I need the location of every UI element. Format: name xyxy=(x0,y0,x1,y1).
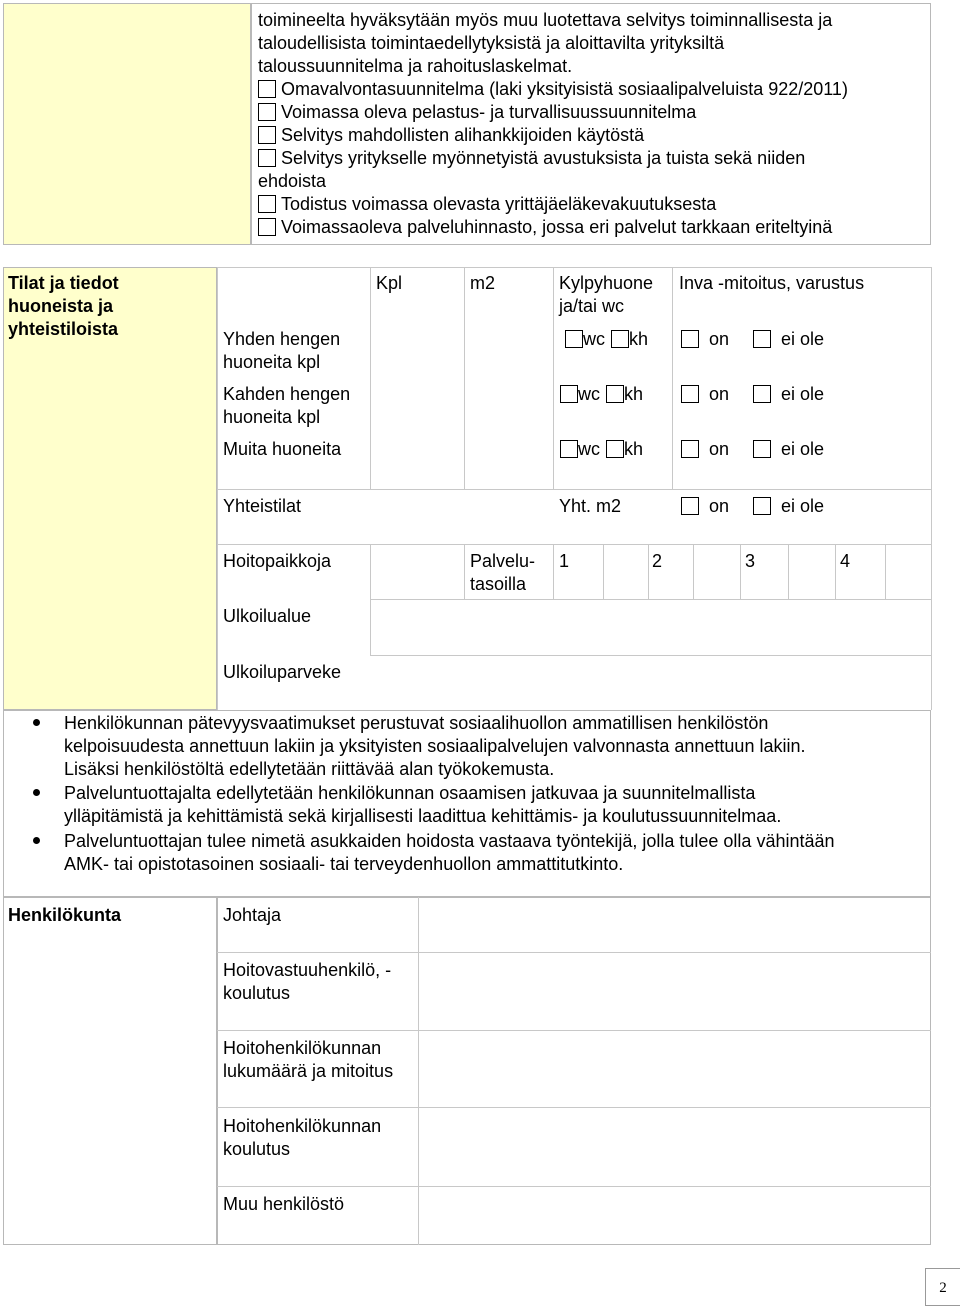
level-3: 3 xyxy=(745,551,756,571)
table-rule xyxy=(648,544,649,599)
page-number: 2 xyxy=(925,1268,960,1306)
checkbox-wc[interactable] xyxy=(560,385,578,403)
column-header-m2: m2 xyxy=(470,273,496,293)
checklist-label: Todistus voimassa olevasta yrittäjäeläkevakuutuksesta xyxy=(281,194,717,214)
table-rule xyxy=(370,544,371,655)
staff-row-label-koulutus: Hoitohenkilökunnan xyxy=(223,1116,382,1136)
option-on: on xyxy=(709,496,730,516)
level-2: 2 xyxy=(652,551,663,571)
column-header-inva: Inva -mitoitus, varustus xyxy=(679,273,865,293)
bathroom-options xyxy=(560,383,643,406)
row-label-yhteistilat: Yhteistilat xyxy=(223,496,302,516)
checkbox-kh[interactable] xyxy=(606,385,624,403)
table-rule xyxy=(788,544,789,599)
table-rule xyxy=(370,599,931,600)
table-rule xyxy=(217,489,931,490)
checklist-label: Voimassaoleva palveluhinnasto, jossa eri palvelut tarkkaan eriteltyinä xyxy=(281,217,833,237)
inva-options xyxy=(681,495,824,518)
requirement-line: AMK- tai opistotasoinen sosiaali- tai terveydenhuollon ammattitutkinto. xyxy=(64,854,624,874)
row-label-ulkoiluparveke: Ulkoiluparveke xyxy=(223,662,342,682)
tilat-section-title: yhteistiloista xyxy=(8,319,119,339)
table-rule xyxy=(835,544,836,599)
option-kh: kh xyxy=(624,384,644,404)
option-ei-ole: ei ole xyxy=(781,496,825,516)
inva-options xyxy=(681,383,824,406)
requirement-line: Palveluntuottajan tulee nimetä asukkaiden hoidosta vastaava työntekijä, jolla tulee olla vähintään xyxy=(64,831,835,851)
palvelutasoilla-label: tasoilla xyxy=(470,574,527,594)
table-rule xyxy=(672,267,673,489)
bathroom-options xyxy=(560,438,643,461)
requirement-line: Henkilökunnan pätevyysvaatimukset perustuvat sosiaalihuollon ammatillisen henkilöstön xyxy=(64,713,769,733)
checkbox-ei-ole[interactable] xyxy=(753,330,771,348)
checkbox-on[interactable] xyxy=(681,330,699,348)
checklist-item-avustukset xyxy=(258,147,805,170)
requirement-line: Palveluntuottajalta edellytetään henkilökunnan osaamisen jatkuvaa ja suunnitelmallista xyxy=(64,783,756,803)
row-label-kahden-hengen: huoneita kpl xyxy=(223,407,321,427)
column-header-kylpyhuone: ja/tai wc xyxy=(559,296,625,316)
staff-row-label-muu-henkilosto: Muu henkilöstö xyxy=(223,1194,345,1214)
level-4: 4 xyxy=(840,551,851,571)
table-rule xyxy=(464,544,465,599)
option-kh: kh xyxy=(629,329,649,349)
checkbox[interactable] xyxy=(258,80,276,98)
checkbox-wc[interactable] xyxy=(560,440,578,458)
checkbox-ei-ole[interactable] xyxy=(753,440,771,458)
requirement-line: Lisäksi henkilöstöltä edellytetään riittävää alan työkokemusta. xyxy=(64,759,555,779)
checkbox-on[interactable] xyxy=(681,497,699,515)
staff-row-label-lukumaara: Hoitohenkilökunnan xyxy=(223,1038,382,1058)
checklist-continuation: ehdoista xyxy=(258,171,327,191)
henkilokunta-section-title: Henkilökunta xyxy=(8,905,122,925)
intro-line: taloudellisista toimintaedellytyksistä ja aloittavilta yrityksiltä xyxy=(258,33,725,53)
level-1: 1 xyxy=(559,551,570,571)
table-rule xyxy=(217,1030,931,1031)
table-rule xyxy=(464,267,465,489)
checkbox-on[interactable] xyxy=(681,440,699,458)
bullet-icon xyxy=(33,837,40,844)
option-wc: wc xyxy=(583,329,605,349)
table-rule xyxy=(931,267,932,710)
staff-row-label-johtaja: Johtaja xyxy=(223,905,282,925)
requirement-line: ylläpitämistä ja kehittämistä sekä kirjallisesti laadittua kehittämis- ja koulutussuunnitelmaa. xyxy=(64,806,782,826)
checkbox-wc[interactable] xyxy=(565,330,583,348)
table-rule xyxy=(217,267,931,268)
table-rule xyxy=(370,655,931,656)
tilat-section-title: huoneista ja xyxy=(8,296,114,316)
table-rule xyxy=(217,952,931,953)
option-ei-ole: ei ole xyxy=(781,329,825,349)
checklist-item-hinnasto xyxy=(258,216,832,239)
table-rule xyxy=(370,267,371,489)
bathroom-options xyxy=(565,328,648,351)
intro-line: taloussuunnitelma ja rahoituslaskelmat. xyxy=(258,56,573,76)
checkbox-ei-ole[interactable] xyxy=(753,497,771,515)
intro-left-cell xyxy=(3,3,251,245)
checklist-item-alihankkijat xyxy=(258,124,644,147)
checkbox[interactable] xyxy=(258,218,276,236)
table-rule xyxy=(217,544,931,545)
option-kh: kh xyxy=(624,439,644,459)
option-ei-ole: ei ole xyxy=(781,384,825,404)
checkbox[interactable] xyxy=(258,126,276,144)
staff-row-label-hoitovastuuhenkilo: Hoitovastuuhenkilö, - xyxy=(223,960,392,980)
checklist-item-pelastus xyxy=(258,101,696,124)
checkbox[interactable] xyxy=(258,149,276,167)
table-rule xyxy=(217,1186,931,1187)
requirement-line: kelpoisuudesta annettuun lakiin ja yksityisten sosiaalipalvelujen valvonnasta annettuun lakiin. xyxy=(64,736,806,756)
henkilokunta-label-cell xyxy=(3,897,217,1245)
option-on: on xyxy=(709,439,730,459)
checkbox[interactable] xyxy=(258,195,276,213)
inva-options xyxy=(681,438,824,461)
column-header-kylpyhuone: Kylpyhuone xyxy=(559,273,654,293)
row-label-kahden-hengen: Kahden hengen xyxy=(223,384,351,404)
checkbox-on[interactable] xyxy=(681,385,699,403)
checkbox-kh[interactable] xyxy=(611,330,629,348)
bullet-icon xyxy=(33,789,40,796)
staff-row-label-hoitovastuuhenkilo: koulutus xyxy=(223,983,291,1003)
checklist-label: Selvitys yritykselle myönnetyistä avustuksista ja tuista sekä niiden xyxy=(281,148,806,168)
row-label-yhden-hengen: Yhden hengen xyxy=(223,329,341,349)
checklist-label: Selvitys mahdollisten alihankkijoiden käytöstä xyxy=(281,125,645,145)
row-label-muita-huoneita: Muita huoneita xyxy=(223,439,342,459)
table-rule xyxy=(603,544,604,599)
tilat-section-title: Tilat ja tiedot xyxy=(8,273,119,293)
table-rule xyxy=(418,897,419,1245)
table-rule xyxy=(693,544,694,599)
option-ei-ole: ei ole xyxy=(781,439,825,459)
checklist-item-omavalvonta xyxy=(258,78,848,101)
row-label-yhden-hengen: huoneita kpl xyxy=(223,352,321,372)
yht-m2-label: Yht. m2 xyxy=(559,496,622,516)
staff-row-label-koulutus: koulutus xyxy=(223,1139,291,1159)
checkbox-ei-ole[interactable] xyxy=(753,385,771,403)
table-rule xyxy=(553,267,554,489)
bullet-icon xyxy=(33,719,40,726)
inva-options xyxy=(681,328,824,351)
row-label-ulkoilualue: Ulkoilualue xyxy=(223,606,312,626)
option-on: on xyxy=(709,329,730,349)
checklist-label: Voimassa oleva pelastus- ja turvallisuussuunnitelma xyxy=(281,102,697,122)
table-rule xyxy=(553,544,554,599)
option-wc: wc xyxy=(578,384,600,404)
column-header-kpl: Kpl xyxy=(376,273,403,293)
checkbox-kh[interactable] xyxy=(606,440,624,458)
staff-row-label-lukumaara: lukumäärä ja mitoitus xyxy=(223,1061,394,1081)
table-rule xyxy=(217,267,218,710)
row-label-hoitopaikkoja: Hoitopaikkoja xyxy=(223,551,332,571)
checklist-item-elakevakuutus xyxy=(258,193,716,216)
checklist-label: Omavalvontasuunnitelma (laki yksityisistä sosiaalipalveluista 922/2011) xyxy=(281,79,848,99)
intro-line: toimineelta hyväksytään myös muu luotettava selvitys toiminnallisesta ja xyxy=(258,10,833,30)
checkbox[interactable] xyxy=(258,103,276,121)
table-rule xyxy=(217,1107,931,1108)
option-on: on xyxy=(709,384,730,404)
option-wc: wc xyxy=(578,439,600,459)
table-rule xyxy=(885,544,886,599)
palvelutasoilla-label: Palvelu- xyxy=(470,551,536,571)
table-rule xyxy=(740,544,741,599)
